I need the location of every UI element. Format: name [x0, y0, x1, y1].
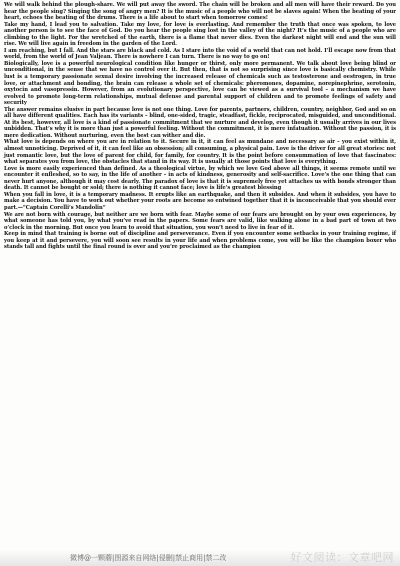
site-watermark: 好文阅读：文章吧网 — [290, 551, 394, 564]
paragraph: Love is more easily experienced than defined. As a theological virtue, by which we love God above all things, it seems remote until we encounter it enfleshed, so to say, in the life of another – in acts of kindness, generosity and self-sacrifice. Love’s the one thing that can never hurt anyone, although it may cost dearly. The paradox of love is that it is supremely free yet attaches us with bonds stronger than death. It cannot be bought or sold; there is nothing it cannot face; love is life’s greatest blessing — [4, 165, 396, 192]
paragraph: When you fall in love, it is a temporary madness. It erupts like an earthquake, and then it subsides. And when it subsides, you have to make a decision. You have to work out whether your roots are become so entwined together that it is inconceivable that you should ever part.—“Captain Corelli’s Mandolin” — [4, 191, 396, 211]
paragraph: We will walk behind the plough-share. We will put away the sword. The chain will be broken and all men will have their reward. Do you hear the people sing? Singing the song of angry men? It is the music of a people who will not be slaves again! When the beating of your heart, echoes the beating of the drums. There is a life about to start when tomorrow comes! — [4, 2, 396, 22]
image-credit: 微博@一颗蘑|图源来自网络|侵删|禁止商用|禁二改 — [70, 554, 227, 562]
paragraph: Biologically, love is a powerful neurological condition like hunger or thirst, only more permanent. We talk about love being blind or unconditional, in the sense that we have no control over it. But then, that is not so surprising since love is basically chemistry. While lust is a temporary passionate sexual desire involving the increased release of chemicals such as testosterone and oestrogen, in true love, or attachment and bonding, the brain can release a whole set of chemicals: pheromones, dopamine, norepinephrine, serotonin, oxytocin and vasopressin. However, from an evolutionary perspective, love can be viewed as a survival tool – a mechanism we have evolved to promote long-term relationships, mutual defense and parental support of children and to promote feelings of safety and security — [4, 60, 396, 107]
article-body — [4, 2, 396, 251]
paragraph: Keep in mind that training is borne out of discipline and perseverance. Even if you encounter some setbacks in your training regime, if you keep at it and persevere, you will soon see results in your life and when problems come, you will be like the champion boxer who stands tall and fights until the final round is over and you’re proclaimed as the champion — [4, 231, 396, 251]
paragraph: The answer remains elusive in part because love is not one thing. Love for parents, partners, children, country, neighbor, God and so on all have different qualities. Each has its variants – blind, one-sided, tragic, steadfast, fickle, reciprocated, misguided, and unconditional. At its best, however, all love is a kind of passionate commitment that we nurture and develop, even though it usually arrives in our lives unbidden. That’s why it is more than just a powerful feeling. Without the commitment, it is mere infatuation. Without the passion, it is mere dedication. Without nurturing, even the best can wither and die. — [4, 106, 396, 139]
paragraph: What love is depends on where you are in relation to it. Secure in it, it can feel as mundane and necessary as air – you exist within it, almost unnoticing. Deprived of it, it can feel like an obsession; all consuming, a physical pain. Love is the driver for all great stories: not just romantic love, but the love of parent for child, for family, for country. It is the point before consummation of love that fascinates: what separates you from love, the obstacles that stand in its way. It is usually at those points that love is everything. — [4, 139, 396, 166]
paragraph: We are not born with courage, but neither are we born with fear. Maybe some of our fears are brought on by your own experiences, by what someone has told you, by what you’ve read in the papers. Some fears are valid, like walking alone in a bad part of town at two o’clock in the morning. But once you learn to avoid that situation, you won’t need to live in fear of it. — [4, 211, 396, 231]
paragraph: Take my hand, I lead you to salvation. Take my love, for love is everlasting. And remember the truth that once was spoken, to love another person is to see the face of God. Do you hear the people sing lost in the valley of the night? It’s the music of a people who are climbing to the light. For the wretched of the earth, there is a flame that never dies. Even the darkest night will end and the sun will rise. We will live again in freedom in the garden of the Lord. — [4, 21, 396, 48]
paragraph: I am reaching, but I fall. And the stars are black and cold. As I stare into the void of a world that can not hold. I’ll escape now from that world, from the world of Jean Valjean. There is nowhere I can turn. There is no way to go on! — [4, 47, 396, 61]
footer-strip — [0, 550, 400, 566]
